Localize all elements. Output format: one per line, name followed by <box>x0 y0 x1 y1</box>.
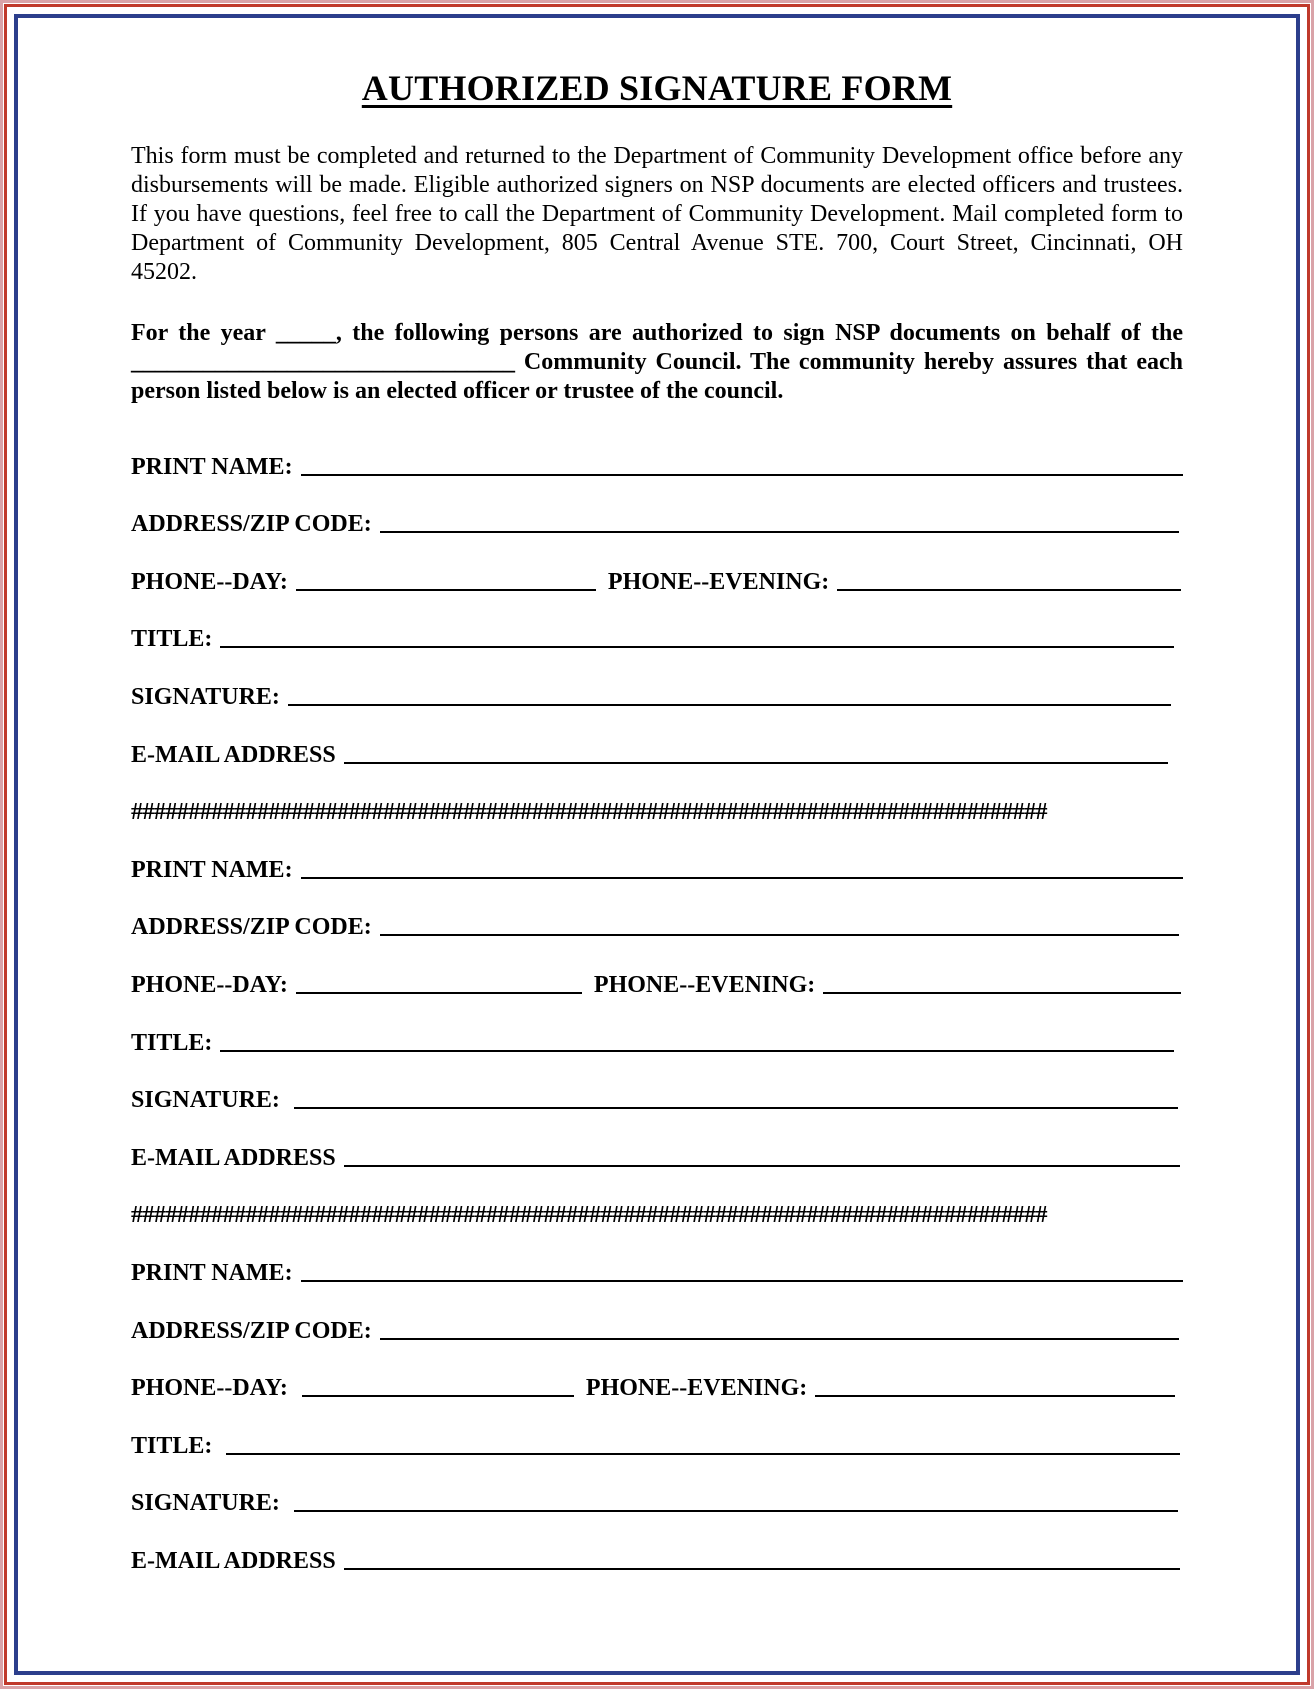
title-label: TITLE: <box>131 1029 213 1056</box>
address-label: ADDRESS/ZIP CODE: <box>131 511 372 538</box>
phone-row <box>131 1355 1183 1413</box>
council-blank[interactable]: ________________________________ <box>131 349 515 375</box>
email-label: E-MAIL ADDRESS <box>131 1144 336 1171</box>
address-row <box>131 894 1183 952</box>
signature-row <box>131 1067 1183 1125</box>
separator-row <box>131 1182 1183 1240</box>
phone-day-field[interactable] <box>296 589 596 591</box>
phone-row <box>131 951 1183 1009</box>
print-name-row <box>131 1239 1183 1297</box>
title-field[interactable] <box>220 1050 1174 1052</box>
phone-day-label: PHONE--DAY: <box>131 1375 288 1402</box>
email-field[interactable] <box>344 762 1168 764</box>
print-name-row <box>131 836 1183 894</box>
signature-field[interactable] <box>294 1510 1178 1512</box>
title-row <box>131 1412 1183 1470</box>
form-title: AUTHORIZED SIGNATURE FORM <box>361 68 953 108</box>
phone-evening-label: PHONE--EVENING: <box>593 971 816 998</box>
phone-day-field[interactable] <box>302 1395 574 1397</box>
separator-row <box>131 779 1183 837</box>
intro-paragraph: This form must be completed and returned to the Department of Community Development office before any disbursements will be made. Eligible authorized signers on NSP documents are elected officers and trustees. If you have questions, feel free to call the Department of Community Development. Mail completed form to Department of Community Development, 805 Central Avenue STE. 700, Court Street, Cincinnati, OH 45202. <box>131 143 1183 285</box>
title-row <box>131 606 1183 664</box>
address-field[interactable] <box>380 531 1179 533</box>
title-field[interactable] <box>226 1453 1180 1455</box>
print-name-label: PRINT NAME: <box>131 453 293 480</box>
phone-evening-field[interactable] <box>823 992 1181 994</box>
form-page <box>131 60 1183 1585</box>
email-field[interactable] <box>344 1568 1180 1570</box>
address-row <box>131 1297 1183 1355</box>
address-row <box>131 491 1183 549</box>
print-name-label: PRINT NAME: <box>131 1259 293 1286</box>
phone-evening-label: PHONE--EVENING: <box>585 1375 808 1402</box>
phone-row <box>131 548 1183 606</box>
separator: ################################################################################ <box>131 799 1048 826</box>
title-label: TITLE: <box>131 1432 213 1459</box>
year-blank[interactable]: _____ <box>275 320 336 346</box>
phone-day-label: PHONE--DAY: <box>131 971 288 998</box>
title-field[interactable] <box>220 646 1174 648</box>
signer-fields <box>131 433 1183 1585</box>
signature-row <box>131 1470 1183 1528</box>
email-row <box>131 1527 1183 1585</box>
email-row <box>131 1124 1183 1182</box>
authorize-text-2: , the following persons are authorized to sign NSP documents on behalf of the <box>335 320 1183 346</box>
authorize-text-3: Community Council. The community hereby assures that each person listed below is an elected officer or trustee of the council. <box>131 349 1183 404</box>
address-field[interactable] <box>380 1338 1179 1340</box>
signature-field[interactable] <box>294 1107 1178 1109</box>
title-row <box>131 1009 1183 1067</box>
address-field[interactable] <box>380 934 1179 936</box>
signature-label: SIGNATURE: <box>131 1087 280 1114</box>
print-name-row <box>131 433 1183 491</box>
address-label: ADDRESS/ZIP CODE: <box>131 1317 372 1344</box>
print-name-label: PRINT NAME: <box>131 856 293 883</box>
email-row <box>131 721 1183 779</box>
signature-field[interactable] <box>288 704 1171 706</box>
address-label: ADDRESS/ZIP CODE: <box>131 914 372 941</box>
print-name-field[interactable] <box>301 1280 1183 1282</box>
authorization-statement <box>131 319 1183 406</box>
print-name-field[interactable] <box>301 474 1183 476</box>
phone-evening-field[interactable] <box>815 1395 1175 1397</box>
phone-day-field[interactable] <box>296 992 582 994</box>
email-label: E-MAIL ADDRESS <box>131 1547 336 1574</box>
signature-label: SIGNATURE: <box>131 683 280 710</box>
authorize-text-1: For the year <box>131 320 266 346</box>
print-name-field[interactable] <box>301 877 1183 879</box>
email-field[interactable] <box>344 1165 1180 1167</box>
title-label: TITLE: <box>131 626 213 653</box>
phone-evening-label: PHONE--EVENING: <box>607 568 830 595</box>
signature-row <box>131 663 1183 721</box>
phone-day-label: PHONE--DAY: <box>131 568 288 595</box>
phone-evening-field[interactable] <box>837 589 1181 591</box>
email-label: E-MAIL ADDRESS <box>131 741 336 768</box>
separator: ################################################################################ <box>131 1202 1048 1229</box>
signature-label: SIGNATURE: <box>131 1490 280 1517</box>
